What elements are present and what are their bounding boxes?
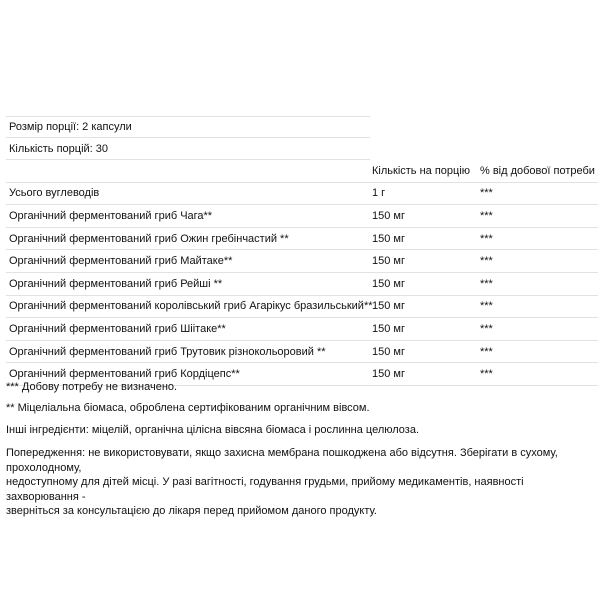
ingredient-name: Органічний ферментований гриб Чага** [9,209,213,222]
warning-note [6,446,596,519]
ingredient-amount: 150 мг [372,300,405,313]
ingredient-name: Органічний ферментований гриб Шіітаке** [9,322,226,335]
warning-line: зверніться за консультацією до лікаря перед прийомом даного продукту. [6,505,377,517]
ingredient-amount: 150 мг [372,368,405,381]
ingredient-name: Органічний ферментований королівський гриб Агарікус бразильський** [9,300,373,313]
ingredient-amount: 150 мг [372,345,405,358]
servings-per-container [6,138,370,160]
servings-count-text: Кількість порцій: 30 [9,142,109,155]
ingredient-name: Органічний ферментований гриб Ожин гребінчастий ** [9,232,289,245]
ingredient-amount: 150 мг [372,209,405,222]
ingredient-name: Органічний ферментований гриб Рейші ** [9,277,223,290]
ingredient-name: Органічний ферментований гриб Трутовик різнокольоровий ** [9,345,326,358]
table-row [6,228,598,251]
ingredient-name: Органічний ферментований гриб Майтаке** [9,255,233,268]
ingredient-amount: 150 мг [372,322,405,335]
ingredient-dv: *** [480,322,493,335]
ingredient-dv: *** [480,300,493,313]
table-header [6,160,598,183]
table-row [6,250,598,273]
mycelial-note: ** Міцеліальна біомаса, оброблена сертифікованим органічним вівсом. [6,402,370,414]
daily-value-header: % від добової потреби [480,164,595,177]
nutrition-table [6,160,598,386]
ingredient-name: Органічний ферментований гриб Кордіцепс** [9,368,240,381]
table-row [6,296,598,319]
ingredient-dv: *** [480,232,493,245]
table-row [6,183,598,206]
other-ingredients-note: Інші інгредієнти: міцелій, органічна цілісна вівсяна біомаса і рослинна целюлоза. [6,424,420,436]
ingredient-dv: *** [480,345,493,358]
warning-line: Попередження: не використовувати, якщо захисна мембрана пошкоджена або відсутня. Зберігати в сухому, прохолодному, [6,447,558,474]
ingredient-name: Усього вуглеводів [9,187,100,200]
ingredient-amount: 150 мг [372,255,405,268]
ingredient-dv: *** [480,368,493,381]
daily-value-note: *** Добову потребу не визначено. [6,381,178,393]
amount-per-serving-header: Кількість на порцію [372,164,471,177]
ingredient-dv: *** [480,277,493,290]
ingredient-amount: 1 г [372,187,386,200]
ingredient-dv: *** [480,187,493,200]
warning-line: недоступному для дітей місці. У разі вагітності, годування грудьми, прийому медикаментів, наявності захворювання - [6,476,524,503]
ingredient-dv: *** [480,209,493,222]
table-row [6,318,598,341]
serving-size [6,116,370,138]
table-row [6,341,598,364]
ingredient-amount: 150 мг [372,232,405,245]
serving-size-text: Розмір порції: 2 капсули [9,121,132,133]
table-row [6,205,598,228]
ingredient-dv: *** [480,255,493,268]
ingredient-amount: 150 мг [372,277,405,290]
table-row [6,273,598,296]
